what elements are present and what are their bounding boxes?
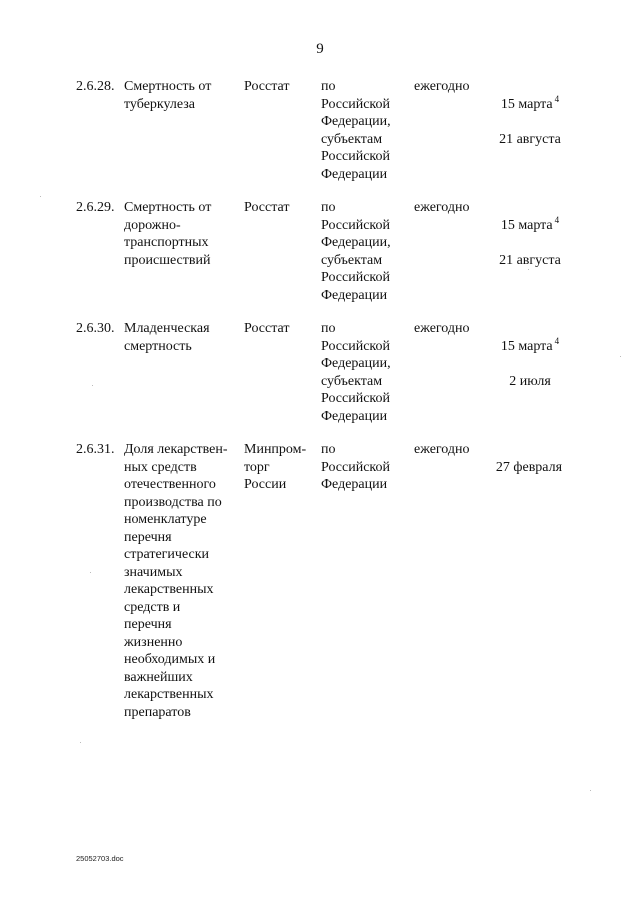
scan-speck [80,742,81,743]
footnote-mark: 4 [554,93,560,104]
frequency: ежегодно [414,79,470,94]
release-date-second: 21 августа [499,131,561,147]
footer-filename: 25052703.doc [76,854,124,863]
aggregation-level: по Российской Федерации, субъектам Российской Федерации [321,79,391,182]
footnote-mark: 4 [554,214,560,225]
frequency: ежегодно [414,442,470,457]
aggregation-level: по Российской Федерации, субъектам Российской Федерации [321,200,391,303]
indicator-name: Младенческая смертность [124,321,210,354]
release-date-second: 21 августа [499,252,561,268]
release-date-first: 15 марта [500,217,553,233]
row-number: 2.6.28. [76,79,115,94]
release-dates [490,320,570,390]
indicator-name: Смертность от туберкулеза [124,79,212,112]
release-date-second: 2 июля [509,373,551,389]
data-source: Минпром- торг России [244,442,307,492]
indicator-name: Смертность от дорожно- транспортных происшествий [124,200,212,268]
page-number: 9 [316,41,324,57]
frequency: ежегодно [414,200,470,215]
data-source: Росстат [244,321,290,336]
scan-speck [40,196,41,197]
frequency: ежегодно [414,321,470,336]
release-dates [490,199,570,269]
scan-speck [528,269,529,270]
aggregation-level: по Российской Федерации [321,442,390,492]
scan-speck [590,790,591,791]
row-number: 2.6.31. [76,442,115,457]
row-number: 2.6.30. [76,321,115,336]
release-date-first: 15 марта [500,338,553,354]
scan-speck [90,572,91,573]
row-number: 2.6.29. [76,200,115,215]
release-dates [490,441,570,511]
release-dates [490,78,570,148]
release-date-first: 15 марта [500,96,553,112]
aggregation-level: по Российской Федерации, субъектам Российской Федерации [321,321,391,424]
release-date-first: 27 февраля [495,459,563,475]
data-source: Росстат [244,200,290,215]
data-source: Росстат [244,79,290,94]
indicator-name: Доля лекарствен- ных средств отечественного производства по номенклатуре перечня стратегически значимых лекарственных средств и перечня жизненно необходимых и важнейших лекарственных препаратов [124,442,228,720]
footnote-mark: 4 [554,335,560,346]
scan-speck [620,356,621,357]
scan-speck [92,385,93,386]
